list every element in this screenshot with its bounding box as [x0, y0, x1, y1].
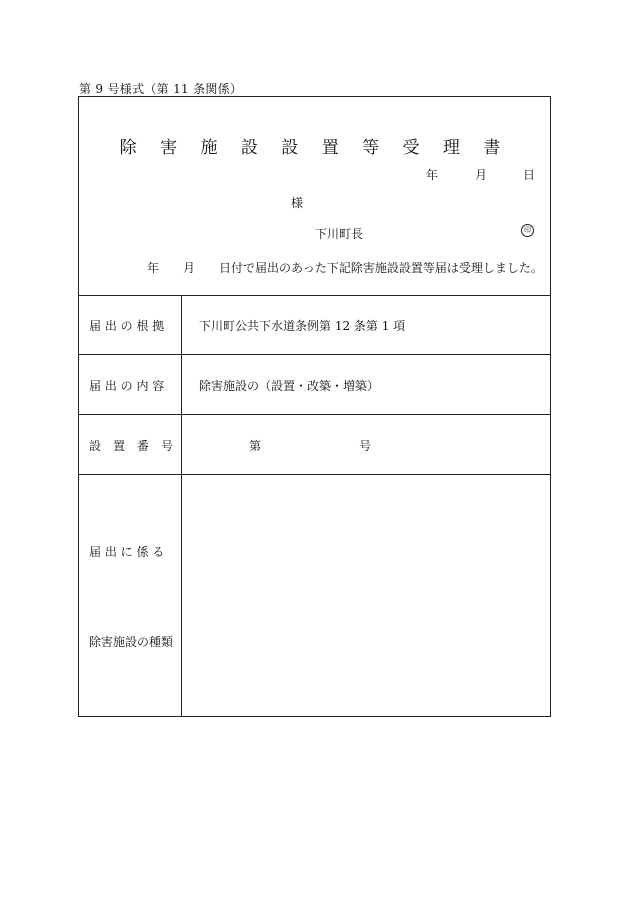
content-value: 除害施設の（設置・改築・増築）: [199, 379, 380, 393]
notice-text: 日付で届出のあった下記除害施設設置等届は受理しました。: [219, 261, 543, 275]
row-divider: [181, 415, 182, 474]
issuer-name: 下川町長: [315, 227, 364, 241]
basis-label: 届 出 の 根 拠: [89, 319, 165, 333]
form-header: [79, 97, 550, 296]
number-suffix: 号: [359, 439, 372, 453]
date-year: 年: [426, 168, 439, 182]
row-divider: [181, 295, 182, 354]
basis-value: 下川町公共下水道条例第 12 条第 1 項: [199, 319, 406, 333]
form-title: 除 害 施 設 設 置 等 受 理 書: [119, 138, 510, 158]
content-row: [79, 355, 550, 415]
facility-type-label-line1: 届 出 に 係 る: [89, 545, 165, 559]
row-divider: [181, 355, 182, 414]
installation-number-row: [79, 415, 550, 475]
installation-number-label: 設 置 番 号: [89, 439, 174, 453]
basis-row: [79, 295, 550, 355]
addressee-suffix: 様: [291, 196, 304, 210]
facility-type-row: [79, 475, 550, 717]
notice-month: 月: [183, 261, 196, 275]
date-month: 月: [475, 168, 488, 182]
acceptance-form: [78, 96, 551, 717]
row-divider: [181, 475, 182, 717]
number-prefix: 第: [249, 439, 262, 453]
date-day: 日: [523, 168, 536, 182]
facility-type-label-line2: 除害施設の種類: [89, 635, 174, 649]
content-label: 届 出 の 内 容: [89, 379, 165, 393]
seal-mark: 印: [521, 224, 534, 237]
form-number-label: 第 9 号様式（第 11 条関係）: [79, 82, 243, 96]
notice-year: 年: [147, 261, 160, 275]
